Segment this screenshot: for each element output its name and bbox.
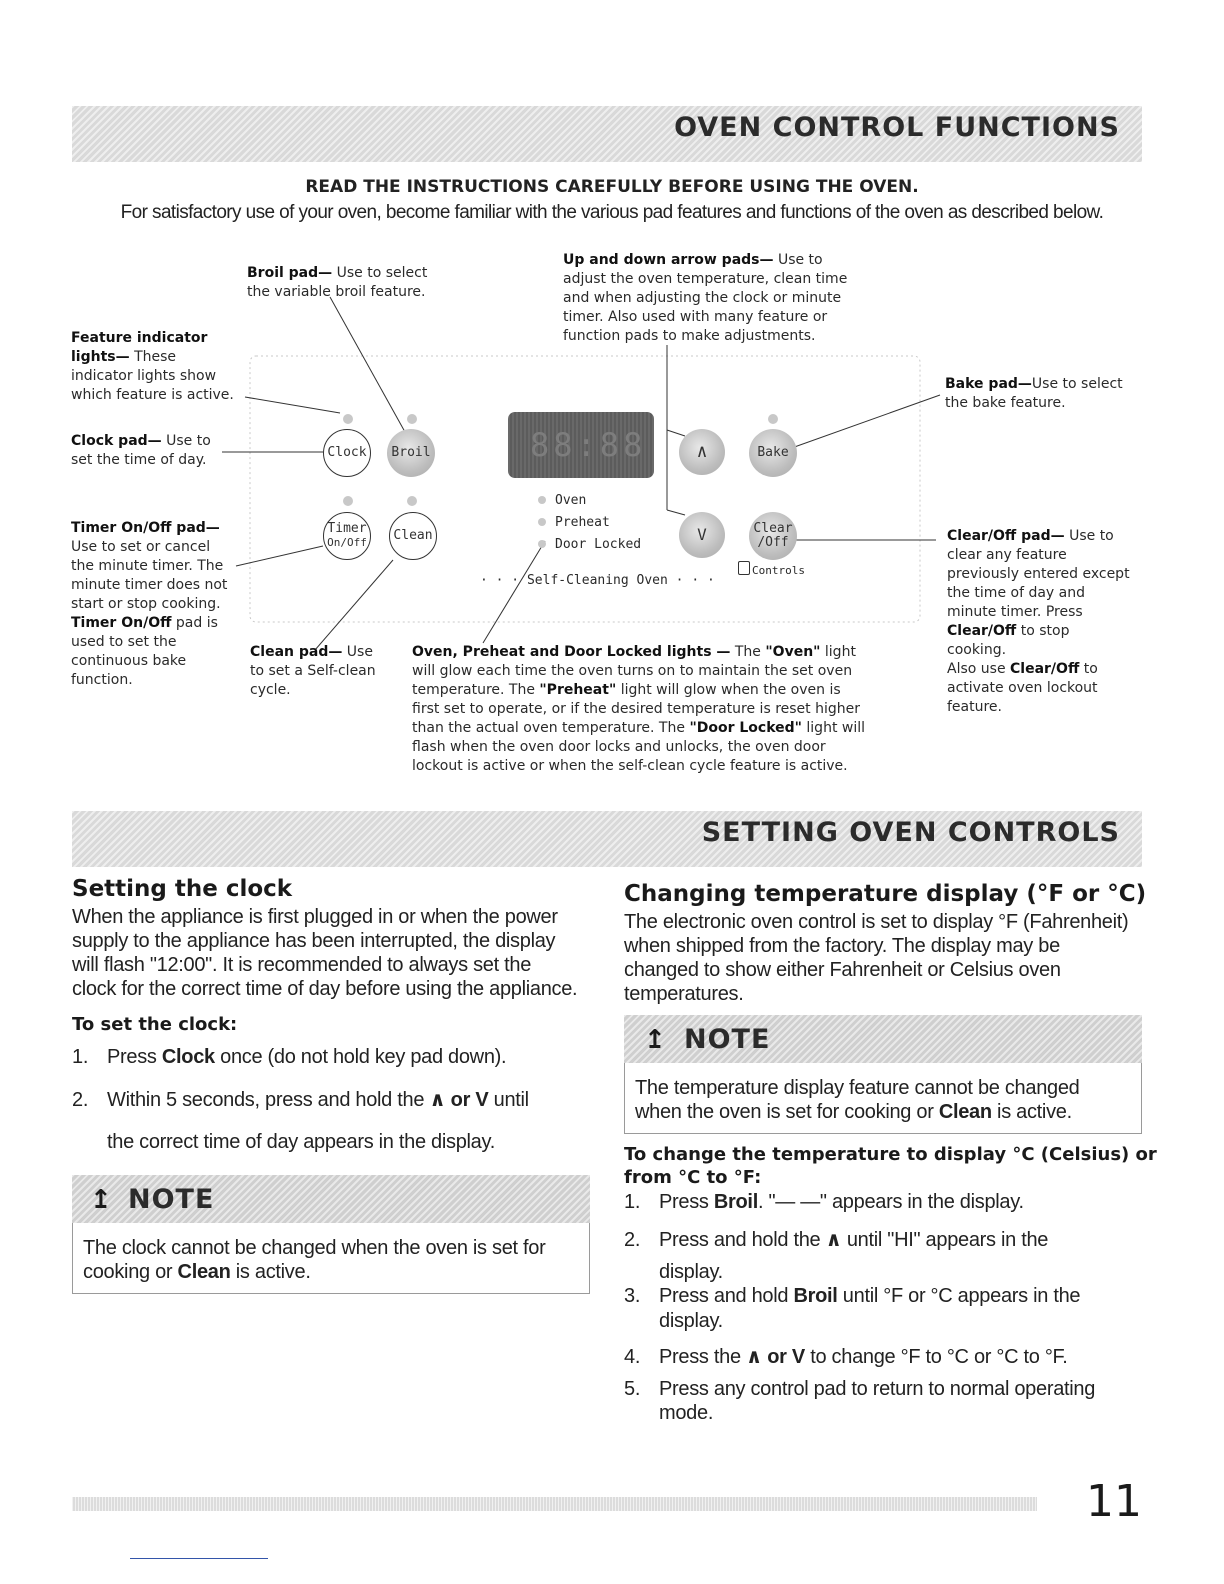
preheat-light (538, 518, 546, 526)
lights-callout: Oven, Preheat and Door Locked lights — The "Oven" light will glow each time the oven turns on to maintain the set oven temperature. The "Preheat" light will glow when the oven is first set to operate, or if the desired temperature is reset higher than the actual oven temperature. The "Door Locked" light will flash when the oven door locks and unlocks, the oven door lockout is active or when the self-clean cycle feature is active. (412, 644, 866, 774)
clock-step-1: 1. Press Clock once (do not hold key pad down). (72, 1046, 507, 1068)
bake-callout: Bake pad—Use to select the bake feature. (945, 376, 1123, 411)
section-title: SETTING OVEN CONTROLS (701, 817, 1120, 848)
temp-step-1: 1. Press Broil. "— —" appears in the display. (624, 1191, 1024, 1213)
temp-subheading: To change the temperature to display °C (Celsius) or from °C to °F: (624, 1144, 1157, 1188)
clock-display: 88:88 (508, 412, 654, 478)
door-locked-light (538, 540, 546, 548)
temp-step-3: 3. Press and hold Broil until °F or °C appears in the display. (624, 1285, 1081, 1332)
clean-indicator-light (407, 496, 417, 506)
section-banner (72, 811, 1142, 867)
oven-light-label: Oven (555, 493, 587, 508)
temp-step-2: 2. Press and hold the ∧ until "HI" appears in the display. (624, 1229, 1049, 1283)
footer-strip (72, 1497, 1037, 1511)
temp-note-header: ↥ NOTE (624, 1015, 1142, 1063)
clock-pad[interactable]: Clock (323, 429, 371, 477)
set-clock-subheading: To set the clock: (72, 1014, 238, 1035)
temp-paragraph: The electronic oven control is set to display °F (Fahrenheit) when shipped from the factory. The display may be changed to show either Fahrenheit or Celsius oven temperatures. (624, 911, 1129, 1005)
broil-indicator-light (407, 414, 417, 424)
clean-pad[interactable]: Clean (389, 512, 437, 560)
timer-indicator-light (343, 496, 353, 506)
clear-off-pad[interactable]: Clear /Off (749, 512, 797, 560)
arrows-callout: Up and down arrow pads— Use to adjust the oven temperature, clean time and when adjusting the clock or minute timer. Also used with many feature or function pads to make adjustments. (563, 252, 848, 344)
clock-indicator-light (343, 414, 353, 424)
page-number: 11 (1086, 1476, 1142, 1527)
lock-icon (738, 561, 750, 575)
broil-pad[interactable]: Broil (387, 429, 435, 477)
clock-note-header: ↥ NOTE (72, 1175, 590, 1223)
temp-note-body: The temperature display feature cannot be changed when the oven is set for cooking or Clean is active. (624, 1063, 1142, 1134)
clock-step-2: 2. Within 5 seconds, press and hold the ∧ or V until the correct time of day appears in the display. (72, 1089, 529, 1153)
clock-paragraph: When the appliance is first plugged in or when the power supply to the appliance has been interrupted, the display will flash "12:00". It is recommended to always set the clock for the correct time of day before using the appliance. (72, 906, 578, 1000)
intro-heading: READ THE INSTRUCTIONS CAREFULLY BEFORE USING THE OVEN. (305, 177, 919, 197)
intro-text: For satisfactory use of your oven, become familiar with the various pad features and functions of the oven as described below. (120, 202, 1104, 223)
down-arrow-pad[interactable]: V (679, 512, 725, 558)
timer-callout: Timer On/Off pad— Use to set or cancel the minute timer. The minute timer does not start or stop cooking. Timer On/Off pad is used to set the continuous bake function. (71, 520, 228, 688)
bake-pad[interactable]: Bake (749, 429, 797, 477)
clock-callout: Clock pad— Use to set the time of day. (71, 433, 211, 468)
controls-label: Controls (752, 564, 805, 577)
timer-on-off-pad[interactable]: Timer On/Off (323, 512, 371, 560)
page-title: OVEN CONTROL FUNCTIONS (674, 112, 1120, 143)
bake-indicator-light (768, 414, 778, 424)
self-cleaning-oven-label: · · · Self-Cleaning Oven · · · (480, 573, 715, 588)
pushpin-icon: ↥ (644, 1024, 666, 1054)
clock-note-body: The clock cannot be changed when the oven is set for cooking or Clean is active. (72, 1223, 590, 1294)
clean-callout: Clean pad— Use to set a Self-clean cycle. (250, 644, 376, 698)
clear-callout: Clear/Off pad— Use to clear any feature previously entered except the time of day and minute timer. Press Clear/Off to stop cooking. Also use Clear/Off to activate oven lockout feature. (947, 528, 1130, 715)
door-locked-light-label: Door Locked (555, 537, 642, 552)
up-arrow-pad[interactable]: ∧ (679, 429, 725, 475)
broil-callout: Broil pad— Use to select the variable broil feature. (247, 265, 428, 300)
pushpin-icon: ↥ (90, 1184, 112, 1214)
oven-light (538, 496, 546, 504)
temp-heading: Changing temperature display (°F or °C) (624, 881, 1147, 907)
footer-rule (130, 1558, 268, 1559)
temp-step-4: 4. Press the ∧ or V to change °F to °C or °C to °F. (624, 1346, 1068, 1368)
preheat-light-label: Preheat (555, 515, 610, 530)
feature-lights-callout: Feature indicator lights— These indicator lights show which feature is active. (71, 330, 234, 403)
clock-heading: Setting the clock (72, 876, 293, 902)
temp-step-5: 5. Press any control pad to return to normal operating mode. (624, 1378, 1096, 1424)
